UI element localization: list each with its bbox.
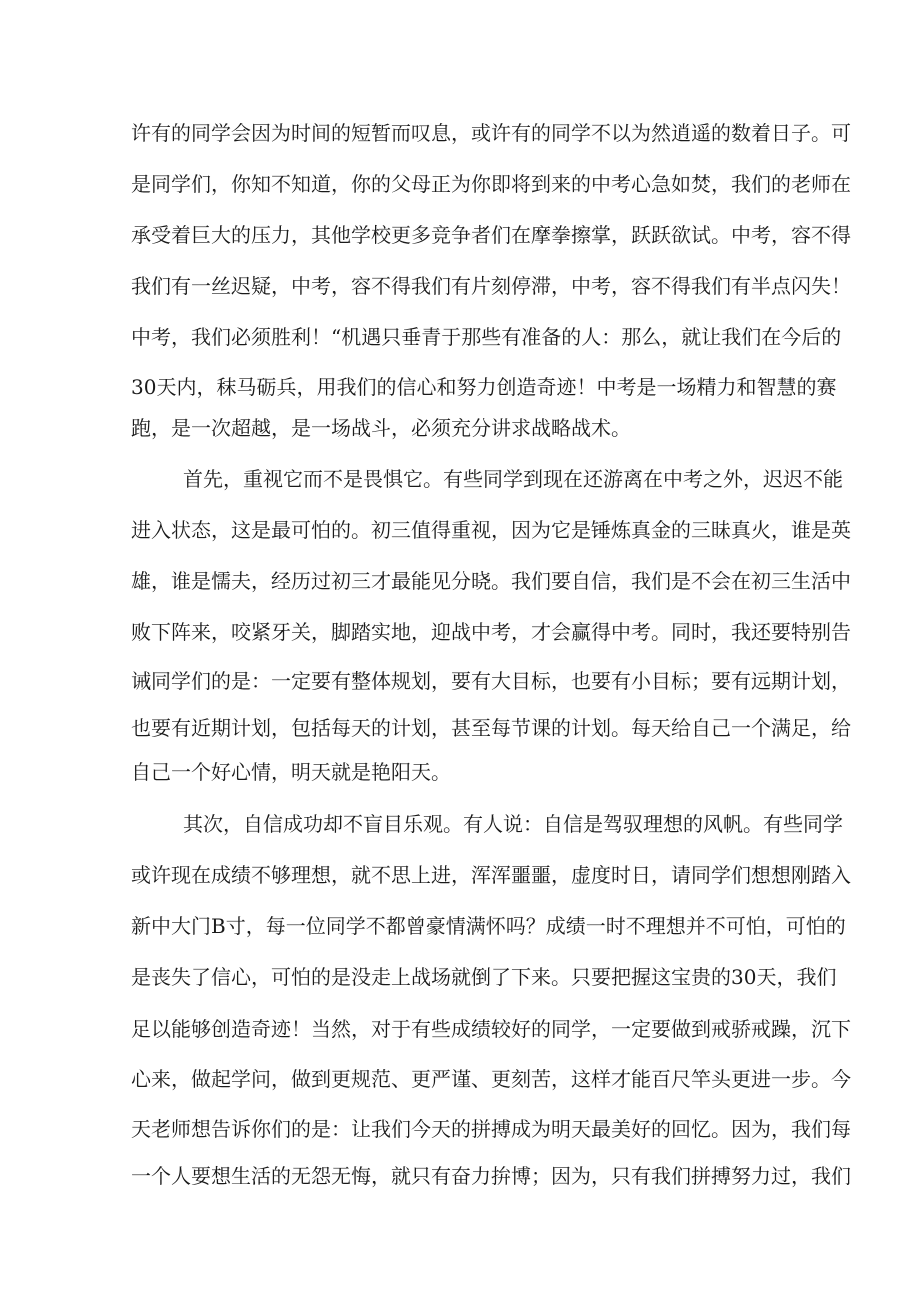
paragraph-line: 是丧失了信心，可怕的是没走上战场就倒了下来。只要把握这宝贵的30天，我们 [131, 965, 837, 989]
paragraph-line: 新中大门B寸，每一位同学不都曾豪情满怀吗？成绩一时不理想并不可怕，可怕的 [131, 914, 846, 938]
paragraph-line: 一个人要想生活的无怨无悔，就只有奋力拚博；因为，只有我们拼搏努力过，我们 [131, 1164, 851, 1188]
paragraph-line: 诫同学们的是：一定要有整体规划，要有大目标，也要有小目标；要有远期计划， [131, 669, 851, 693]
paragraph-line: 天老师想告诉你们的是：让我们今天的拼搏成为明天最美好的回忆。因为，我们每 [131, 1117, 851, 1141]
paragraph-line: 进入状态，这是最可怕的。初三值得重视，因为它是锤炼真金的三昧真火，谁是英 [131, 518, 851, 542]
paragraph-line: 心来，做起学问，做到更规范、更严谨、更刻苦，这样才能百尺竿头更进一步。今 [131, 1067, 851, 1091]
paragraph-line: 自己一个好心情，明天就是艳阳天。 [131, 760, 451, 784]
paragraph-line: 承受着巨大的压力，其他学校更多竞争者们在摩拳擦掌，跃跃欲试。中考，容不得 [131, 223, 851, 247]
paragraph-line: 许有的同学会因为时间的短暂而叹息，或许有的同学不以为然逍遥的数着日子。可 [131, 121, 851, 145]
paragraph-line: 或许现在成绩不够理想，就不思上进，浑浑噩噩，虚度时日，请同学们想想刚踏入 [131, 863, 851, 887]
paragraph-line: 我们有一丝迟疑，中考，容不得我们有片刻停滞，中考，容不得我们有半点闪失！ [131, 274, 851, 298]
paragraph-line: 也要有近期计划，包括每天的计划，甚至每节课的计划。每天给自己一个满足，给 [131, 716, 851, 740]
paragraph-line: 足以能够创造奇迹！当然，对于有些成绩较好的同学，一定要做到戒骄戒躁，沉下 [131, 1017, 851, 1041]
paragraph-line: 是同学们，你知不知道，你的父母正为你即将到来的中考心急如焚，我们的老师在 [131, 172, 851, 196]
paragraph-line: 30天内，秣马砺兵，用我们的信心和努力创造奇迹！中考是一场精力和智慧的赛 [131, 375, 837, 399]
paragraph-line: 跑，是一次超越，是一场战斗，必须充分讲求战略战术。 [131, 416, 631, 440]
paragraph-line: 中考，我们必须胜利！“机遇只垂青于那些有准备的人：那么，就让我们在今后的 [131, 325, 842, 349]
paragraph-line: 雄，谁是懦夫，经历过初三才最能见分晓。我们要自信，我们是不会在初三生活中 [131, 569, 851, 593]
paragraph-line: 败下阵来，咬紧牙关，脚踏实地，迎战中考，才会赢得中考。同时，我还要特别告 [131, 620, 851, 644]
paragraph-line: 首先，重视它而不是畏惧它。有些同学到现在还游离在中考之外，迟迟不能 [183, 467, 843, 491]
paragraph-line: 其次，自信成功却不盲目乐观。有人说：自信是驾驭理想的风帆。有些同学 [183, 812, 843, 836]
